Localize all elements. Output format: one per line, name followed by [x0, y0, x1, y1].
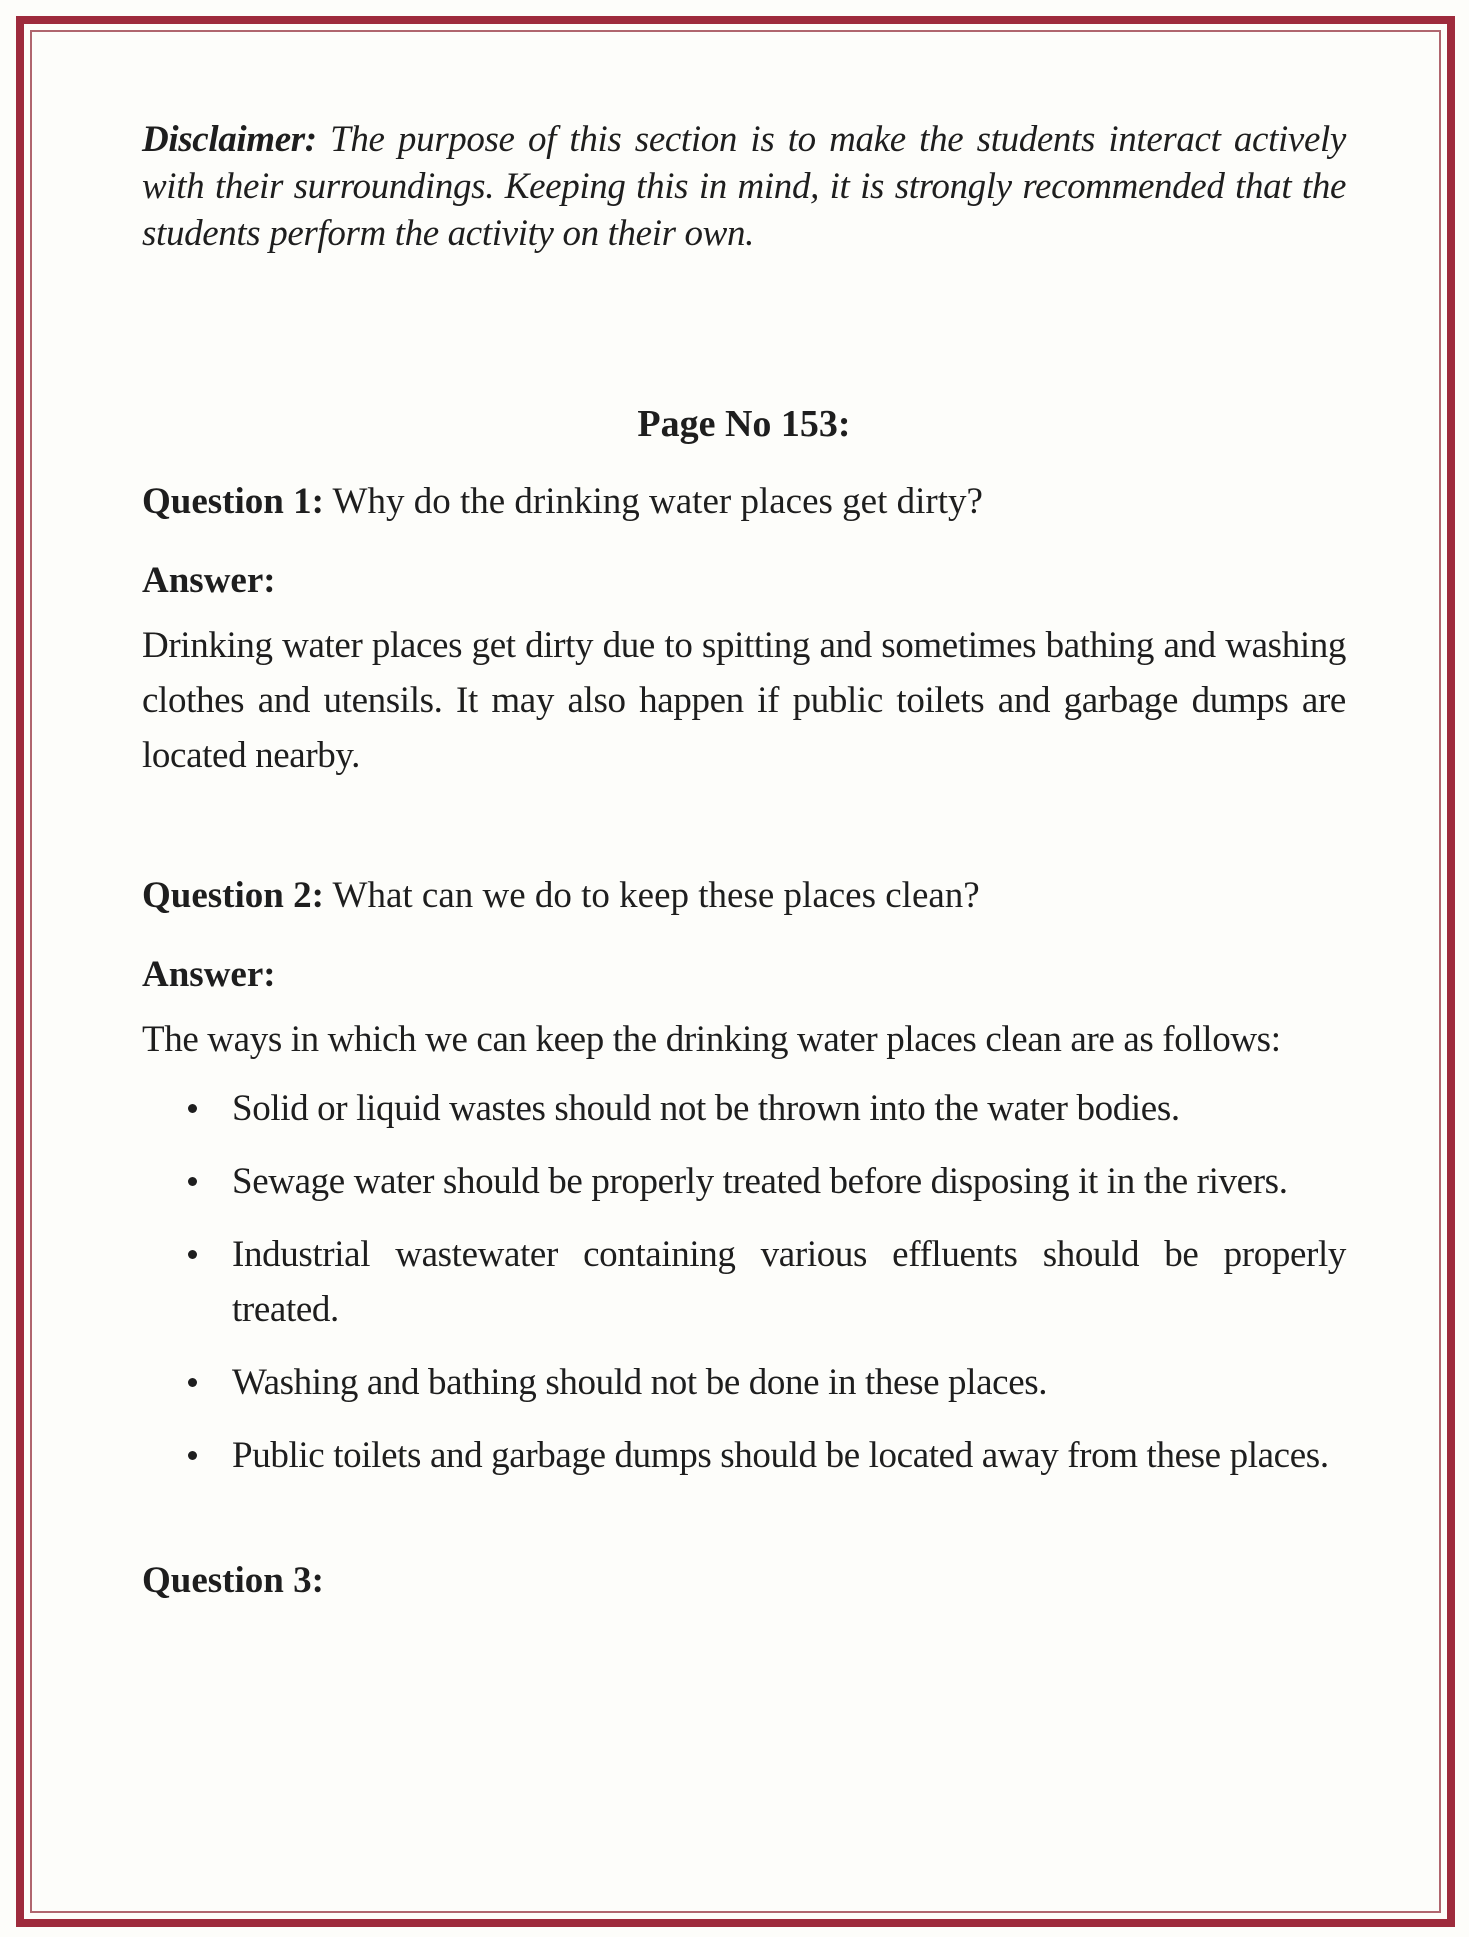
disclaimer-paragraph	[142, 116, 1346, 257]
list-item	[142, 1227, 1346, 1337]
answer-2-label: Answer:	[142, 954, 276, 995]
answer-1-label: Answer:	[142, 560, 276, 601]
page-number-heading: Page No 153:	[637, 403, 851, 445]
bullet-icon	[188, 1177, 197, 1186]
bullet-icon	[188, 1250, 197, 1259]
list-item-text: Public toilets and garbage dumps should be located away from these places.	[232, 1435, 1329, 1476]
answer-2-bullet-list	[142, 1081, 1346, 1483]
question-2-label: Question 2:	[142, 875, 324, 916]
list-item	[142, 1081, 1346, 1136]
answer-1-paragraph: Drinking water places get dirty due to spitting and sometimes bathing and washing clothes and utensils. It may also happen if public toilets and garbage dumps are located nearby.	[142, 625, 1346, 776]
list-item-text: Washing and bathing should not be done in these places.	[232, 1362, 1048, 1403]
question-2-text: What can we do to keep these places clean?	[332, 875, 980, 916]
bullet-icon	[188, 1451, 197, 1460]
question-2-line	[142, 868, 1346, 923]
disclaimer-label: Disclaimer:	[142, 119, 317, 160]
question-1-label: Question 1:	[142, 481, 324, 522]
question-1-text: Why do the drinking water places get dirty?	[332, 481, 983, 522]
document-content	[142, 116, 1346, 1608]
question-3-label: Question 3:	[142, 1560, 324, 1601]
question-1-line	[142, 474, 1346, 529]
list-item	[142, 1154, 1346, 1209]
answer-2-intro: The ways in which we can keep the drinking water places clean are as follows:	[142, 1019, 1281, 1060]
disclaimer-text: The purpose of this section is to make the students interact actively with their surroundings. Keeping this in mind, it is strongly recommended that the students perform the activity on their own.	[142, 119, 1346, 254]
list-item-text: Industrial wastewater containing various effluents should be properly treated.	[232, 1234, 1346, 1330]
bullet-icon	[188, 1378, 197, 1387]
list-item-text: Solid or liquid wastes should not be thrown into the water bodies.	[232, 1088, 1180, 1129]
list-item	[142, 1355, 1346, 1410]
bullet-icon	[188, 1104, 197, 1113]
list-item	[142, 1428, 1346, 1483]
list-item-text: Sewage water should be properly treated before disposing it in the rivers.	[232, 1161, 1288, 1202]
